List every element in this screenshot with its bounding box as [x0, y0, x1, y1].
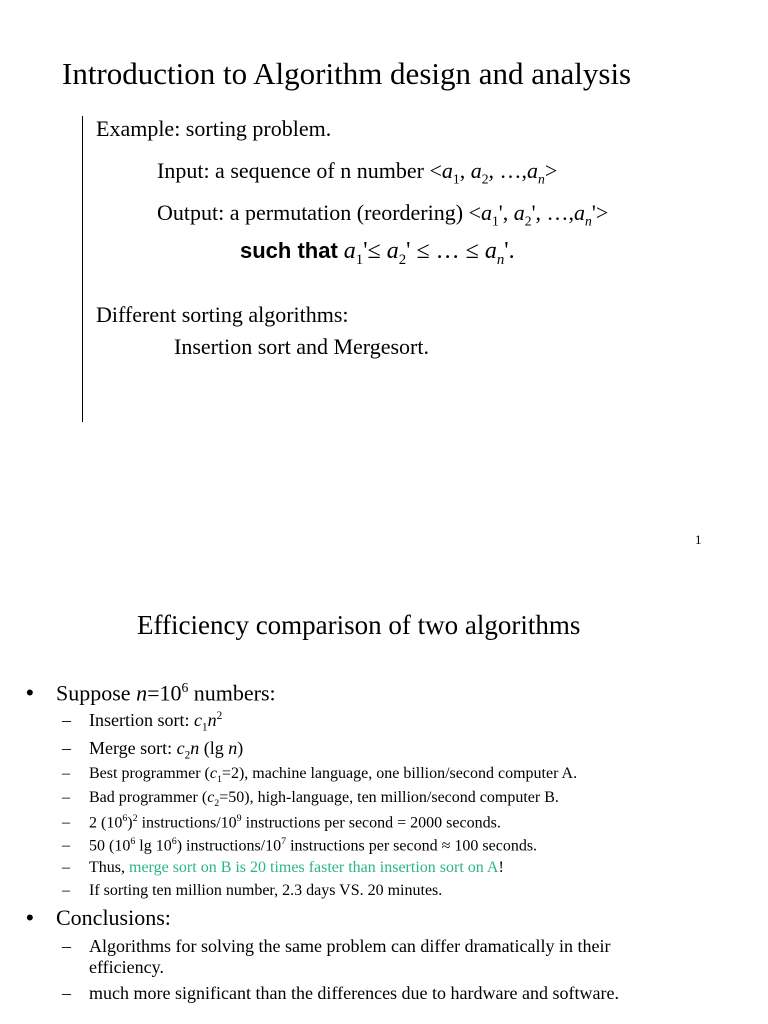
calc2-text-b: ) instructions/10: [176, 837, 282, 855]
thus-prefix: Thus,: [89, 859, 129, 876]
suppose-prefix: Suppose: [56, 680, 137, 706]
best-text-a: Best programmer (: [89, 765, 210, 782]
bad-text-a: Bad programmer (: [89, 789, 208, 806]
sub-conclusion-2: [62, 983, 619, 1004]
calc1-text-c: instructions per second = 2000 seconds.: [241, 814, 501, 832]
slide1-title: Introduction to Algorithm design and analysis: [62, 56, 632, 91]
dash-marker: –: [62, 983, 71, 1003]
bullet-dot: •: [26, 680, 34, 706]
bullet-dot: •: [26, 905, 34, 930]
dash-marker: –: [62, 936, 71, 956]
dash-marker: –: [62, 765, 70, 782]
bullet-suppose: • Suppose $n=10^6$ numbers:: [26, 680, 276, 706]
different-algorithms-line: Different sorting algorithms:: [96, 302, 349, 327]
calc1-text-b: instructions/10: [137, 814, 237, 832]
dash-marker: –: [62, 814, 70, 832]
sub-insertion-sort: – Insertion sort: $c_1n^2$: [62, 710, 223, 734]
input-line: Input: a sequence of n number $<a_1$, $a_2$, $\dots,a_n>$: [157, 158, 558, 187]
calc2-text-c: instructions per second ≈ 100 seconds.: [286, 837, 538, 855]
sub-ten-million: [62, 882, 442, 900]
best-text-b: =2), machine language, one billion/second computer A.: [221, 765, 578, 782]
thus-highlight: merge sort on B is 20 times faster than insertion sort on A: [129, 859, 499, 876]
bad-text-b: =50), high-language, ten million/second computer B.: [219, 789, 559, 806]
dash-marker: –: [62, 837, 70, 855]
insertion-label: Insertion sort:: [89, 710, 194, 730]
such-that-label: such that: [240, 238, 338, 263]
sub-merge-sort: – Merge sort: $c_2n$ (lg n): [62, 738, 244, 762]
output-line: Output: a permutation (reordering) $<a_1'$, $a_2'$, $\dots,a_n'>$: [157, 200, 609, 229]
merge-label: Merge sort:: [89, 738, 177, 758]
sub-calc-insertion: – 2 $(10^6)^2$ instructions/$10^9$ instructions per second = 2000 seconds.: [62, 813, 501, 832]
suppose-suffix: numbers:: [188, 680, 276, 706]
conclusion2-text: much more significant than the differences due to hardware and software.: [89, 983, 619, 1003]
sub-best-programmer: – Best programmer $(c_1=2)$, machine language, one billion/second computer A.: [62, 765, 578, 786]
dash-marker: –: [62, 789, 70, 806]
output-prefix: Output: a permutation (reordering) <: [157, 200, 481, 225]
algorithms-line: Insertion sort and Mergesort.: [174, 334, 429, 359]
ten-million-text: If sorting ten million number, 2.3 days VS. 20 minutes.: [89, 882, 443, 899]
conclusions-label: Conclusions:: [56, 905, 171, 930]
example-line: Example: sorting problem.: [96, 116, 332, 141]
sub-thus: [62, 859, 504, 877]
bullet-conclusions: [26, 905, 171, 931]
left-rule: [82, 116, 83, 422]
sub-bad-programmer: – Bad programmer $(c_2=50)$, high-language, ten million/second computer B.: [62, 789, 559, 810]
such-that-line: such that $a_1'\le a_2'$ ≤ … ≤ $a_n'$.: [240, 238, 515, 268]
input-prefix: Input: a sequence of n number <: [157, 158, 442, 183]
conclusion1-line2: efficiency.: [89, 957, 164, 977]
conclusion1-line1: Algorithms for solving the same problem can differ dramatically in their: [89, 936, 611, 956]
page-number: 1: [695, 532, 702, 547]
sub-calc-merge: – 50 ($10^6$ $\lg 10^6$) instructions/$10^7$ instructions per second ≈ 100 seconds.: [62, 836, 538, 855]
dash-marker: –: [62, 882, 70, 899]
dash-marker: –: [62, 738, 71, 758]
dash-marker: –: [62, 710, 71, 730]
dash-marker: –: [62, 859, 70, 876]
thus-suffix: !: [498, 859, 504, 876]
slide2-title: Efficiency comparison of two algorithms: [137, 610, 581, 640]
sub-conclusion-1: [62, 936, 611, 957]
